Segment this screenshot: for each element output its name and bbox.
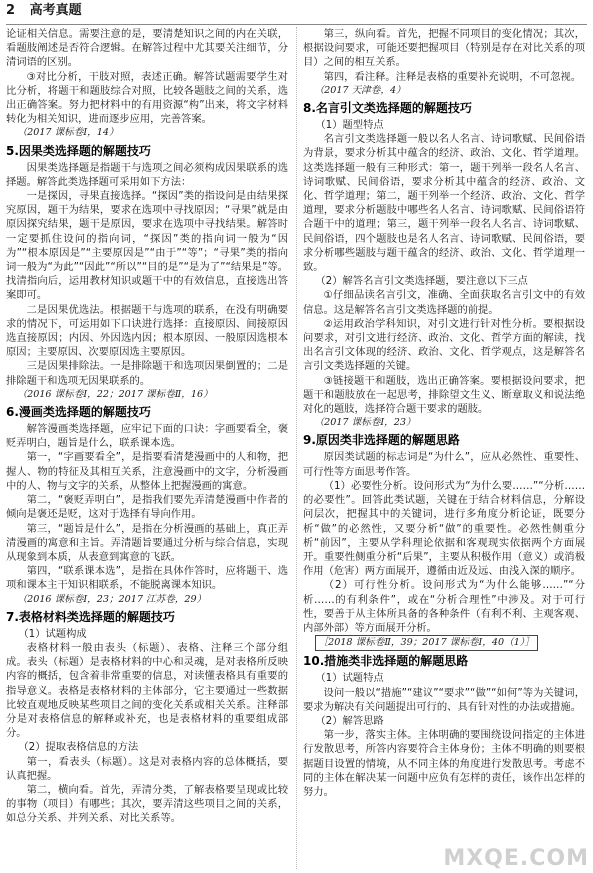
paragraph: 设问一般以“措施”“建议”“要求”“做”“如何”等为关键词，要求为解决有关问题提出可行的、具有针对性的办法或措施。 [303,686,585,713]
paragraph: 因果类选择题是指题干与选项之间必须构成因果联系的选择题。解答此类选择题可采用如下方法： [6,161,288,188]
paragraph: ②运用政治学科知识，对引文进行针对性分析。要根据设问要求，对引文进行经济、政治、文化、哲学方面的解读，找出名言引文体现的经济、政治、文化、哲学观点，这是解答名言引文类选择题的关键。 [303,317,585,373]
source-citation: （2017 课标卷Ⅰ，23） [314,417,416,429]
paragraph: 解答漫画类选择题，应牢记下面的口诀：字画要看全，褒贬弄明白，题旨是什么，联系课本选。 [6,423,288,450]
paragraph: 原因类试题的标志词是“为什么”，应从必然性、重要性、可行性等方面思考作答。 [303,451,585,478]
paragraph: 一是探因，寻果直接选择。“探因”类的指设问是由结果探究原因，题干为结果，要求在选项中寻找原因；“寻果”就是由原因探究结果，题干是原因，要求在选项中寻找结果。解答时一定要抓住设问的指向词，“探因”类的指向词一般为“因为”“根本原因是”“主要原因是”“由于”“等”；“寻果”类的指向词一般为“为此”“因此”“所以”“目的是”“是为了”“结果是”等。找清指向后，运用教材知识或题干中的有效信息，直接选出答案即可。 [6,190,288,302]
page-number: 2 [6,3,16,18]
paragraph: ③链接题干和题肢，选出正确答案。要根据设问要求，把题干和题肢放在一起思考，排除望文生义、断章取义和说法绝对化的题肢，选择符合题干要求的题肢。 [303,374,585,416]
paragraph: （2）可行性分析。设问形式为“为什么能够……”“分析……的有利条件”，或在“分析合理性”中涉及。对于可行性，要善于从主体所具备的各种条件（有利不利、主观客观、内部外部）等方面展开分析。 [303,579,585,634]
paragraph: 第三，纵向看。首先，把握不同项目的变化情况；其次，根据设问要求，可能还要把握项目（特别是存在对比关系的项目）之间的相互关系。 [303,28,585,69]
left-column [6,27,288,869]
source-citation: （2017 课标卷Ⅰ，14） [17,127,119,139]
subsection-title: （2）解答思路 [315,714,384,727]
paragraph: 论证相关信息。需要注意的是，要清楚知识之间的内在关联，看题肢阐述是否符合逻辑。在解答过程中尤其要关注细节，分清词语的区别。 [6,28,288,69]
paragraph: 二是因果优选法。根据题干与选项的联系，在没有明确要求的情况下，可运用如下口诀进行选择：直接原因、间接原因选直接原因；内因、外因选内因；根本原因、一般原因选根本原因；主要原因、次要原因选主要原因。 [6,303,288,359]
paragraph: ③对比分析，干肢对照，表述正确。解答试题需要学生对比分析，将题干和题肢综合对照，比较各题肢之间的关系，选出正确答案。努力把材料中的有用资源“构”出来，将文字材料转化为相关知识，进而逐步应用，完善答案。 [6,70,288,126]
paragraph: 第四，看注释。注释是表格的重要补充说明，不可忽视。 [323,70,582,83]
source-citation-boxed: ［2018 课标卷Ⅱ，39；2017 课标卷Ⅰ，40（1）］ [315,635,539,651]
subsection-title: （1）试题构成 [18,627,87,640]
right-column [303,27,585,869]
paragraph: ①仔细品读名言引文，准确、全面获取名言引文中的有效信息。这是解答名言引文类选择题的前提。 [303,289,585,316]
paragraph: 表格材料一般由表头（标题）、表格、注释三个部分组成。表头（标题）是表格材料的中心和灵魂，是对表格所反映内容的概括，包含着非常重要的信息，对读懂表格具有重要的指导意义。表格是表格材料的主体部分，它主要通过一些数据比较直观地反映某些项目之间的变化关系或相关关系。注释部分是对表格信息的解释或补充，也是表格材料的重要组成部分。 [6,641,288,740]
column-divider [296,27,297,869]
paragraph: 第一，“字画要看全”，是指要看清楚漫画中的人和物，把握人、物的特征及其相互关系，注意漫画中的文字，分析漫画中的人、物与文字的关系，从整体上把握漫画的寓意。 [6,451,288,492]
section-title-6: 6.漫画类选择题的解题技巧 [6,405,151,420]
source-citation: （2017 天津卷，4） [314,84,406,96]
paragraph: 第一步，落实主体。主体明确的要围绕设问指定的主体进行发散思考，所答内容要符合主体身份；主体不明确的则要根据题目设置的情境，从不同主体的角度进行发散思考。考虑不同的主体在解决某一问题中应负有怎样的责任，该作出怎样的努力。 [303,729,585,798]
paragraph: 三是因果排除法。一是排除题干和选项因果倒置的；二是排除题干和选项无因果联系的。 [6,360,288,387]
site-watermark: MXQE.COM [443,846,589,871]
subsection-title: （1）试题特点 [315,672,384,685]
paragraph: 第四，“联系课本选”，是指在具体作答时，应将题干、选项和课本主干知识相联系，不能脱离课本知识。 [6,565,288,592]
paragraph: （1）必要性分析。设问形式为“为什么要……”“分析……的必要性”。回答此类试题，关键在于结合材料信息，分解设问层次，把握其中的关键词，进行多角度分析论证，既要分析“做”的必然性，又要分析“做”的重要性。必然性侧重分析“前因”，主要从学科理论依据和客观现实依据两个方面展开。重要性侧重分析“后果”，主要从积极作用（意义）或消极作用（危害）两方面展开，遵循由近及远、由浅入深的顺序。 [303,479,585,578]
subsection-title: （1）题型特点 [315,119,384,132]
section-title-9: 9.原因类非选择题的解题思路 [303,433,460,448]
paragraph: 第一，看表头（标题）。这是对表格内容的总体概括，要认真把握。 [6,755,288,782]
page-header-title: 高考真题 [29,3,82,18]
page-header [6,0,587,25]
section-title-8: 8.名言引文类选择题的解题技巧 [303,101,472,116]
paragraph: 第三，“题旨是什么”，是指在分析漫画的基础上，真正弄清漫画的寓意和主旨。弄清题旨要通过分析与综合信息，实现从现象到本质，从表意到寓意的飞跃。 [6,522,288,563]
section-title-7: 7.表格材料类选择题的解题技巧 [6,609,175,624]
section-title-10: 10.措施类非选择题的解题思路 [303,654,469,669]
paragraph: 第二，“褒贬弄明白”，是指我们要先弄清楚漫画中作者的倾向是褒还是贬，这对于选择有导向作用。 [6,494,288,521]
subsection-title: （2）解答名言引文类选择题，要注意以下三点 [315,275,528,288]
paragraph: 第二，横向看。首先，弄清分类，了解表格要呈现或比较的事物（项目）有哪些；其次，要弄清这些项目之间的关系，如总分关系、并列关系、对比关系等。 [6,783,288,825]
paragraph: 名言引文类选择题一般以名人名言、诗词歌赋、民间俗语为背景，要求分析其中蕴含的经济、政治、文化、哲学道理。这类选择题一般有三种形式：第一，题干列举一段名人名言、诗词歌赋、民间俗语，要求分析其中蕴含的经济、政治、文化、哲学道理；第二，题干列举一个经济、政治、文化、哲学道理，要求分析题肢中哪些名人名言、诗词歌赋、民间俗语符合题干中的道理；第三，题干列举一段名人名言、诗词歌赋、民间俗语，四个题肢也是名人名言、诗词歌赋、民间俗语，要求分析哪些题肢与题干蕴含的经济、政治、文化、哲学道理一致。 [303,133,585,274]
source-citation: （2016 课标卷Ⅰ，23；2017 江苏卷，29） [17,593,207,605]
subsection-title: （2）提取表格信息的方法 [18,741,139,754]
source-citation: （2016 课标卷Ⅰ，22；2017 课标卷Ⅱ，16） [17,388,213,400]
section-title-5: 5.因果类选择题的解题技巧 [6,143,151,158]
